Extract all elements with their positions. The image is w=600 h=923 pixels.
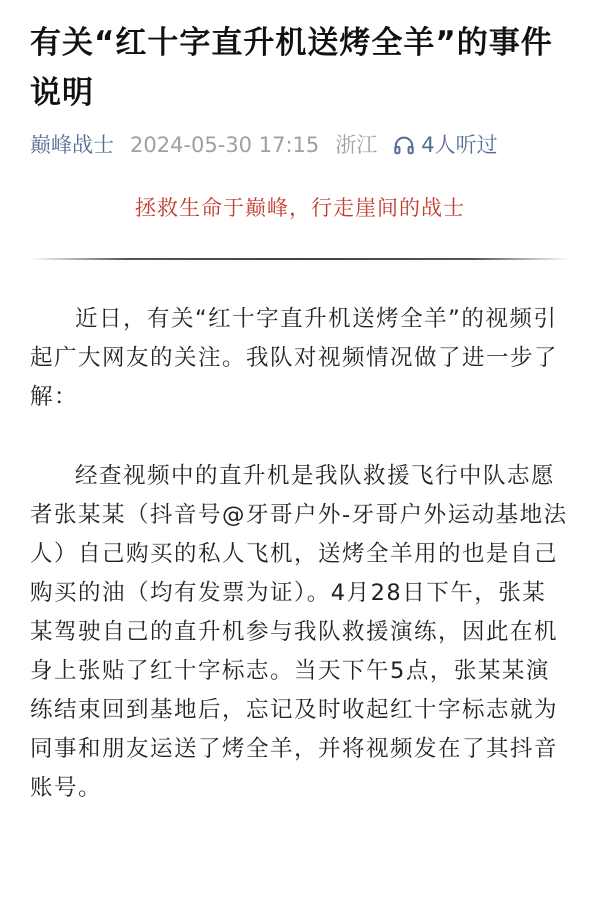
paragraph: 近日，有关“红十字直升机送烤全羊”的视频引起广大网友的关注。我队对视频情况做了进一步了解： [30, 306, 559, 410]
listen-button[interactable] [393, 130, 497, 160]
article-subtitle: 拯救生命于巅峰，行走崖间的战士 [135, 196, 465, 220]
region-label: 浙江 [335, 133, 378, 157]
publish-date: 2024-05-30 17:15 [130, 133, 320, 157]
article-meta [30, 130, 570, 160]
headphone-icon [393, 134, 415, 156]
divider [30, 258, 570, 260]
listen-count: 4人听过 [421, 133, 498, 157]
article-title: 有关“红十字直升机送烤全羊”的事件说明 [30, 25, 553, 111]
article-body [30, 300, 570, 808]
author-link[interactable]: 巅峰战士 [30, 133, 114, 157]
paragraph: 经查视频中的直升机是我队救援飞行中队志愿者张某某（抖音号@牙哥户外-牙哥户外运动基地法人）自己购买的私人飞机，送烤全羊用的也是自己购买的油（均有发票为证）。4月28日下午，张某某驾驶自己的直升机参与我队救援演练，因此在机身上张贴了红十字标志。当天下午5点，张某某演练结束回到基地后，忘记及时收起红十字标志就为同事和朋友运送了烤全羊，并将视频发在了其抖音账号。 [30, 463, 568, 801]
